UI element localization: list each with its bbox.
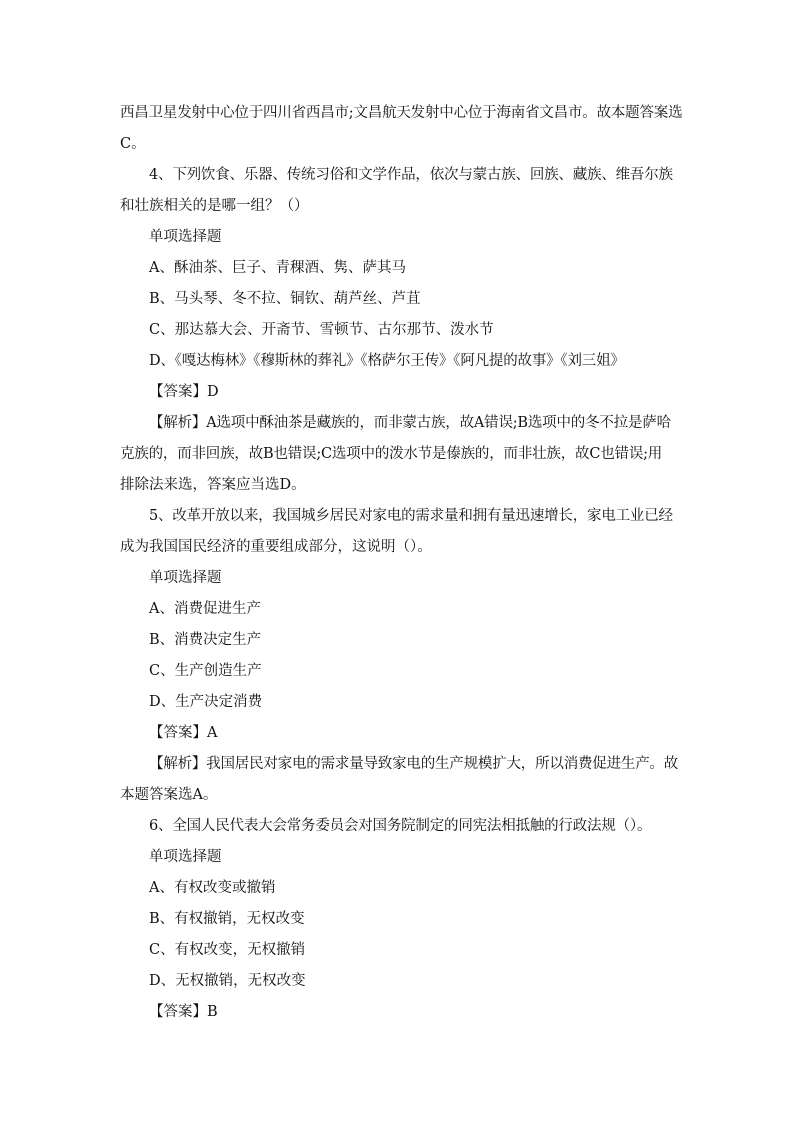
analysis: 【解析】我国居民对家电的需求量导致家电的生产规模扩大，所以消费促进生产。故 [149, 756, 679, 772]
option-c: C、那达慕大会、开斋节、雪顿节、古尔那节、泼水节 [149, 322, 494, 338]
option-b: B、马头琴、冬不拉、铜钦、葫芦丝、芦苴 [149, 291, 421, 307]
analysis: 【解析】A选项中酥油茶是藏族的，而非蒙古族，故A错误;B选项中的冬不拉是萨哈 [149, 415, 671, 431]
question-5-stem-cont: 成为我国国民经济的重要组成部分，这说明（）。 [120, 539, 432, 555]
analysis-cont: 本题答案选A。 [120, 787, 218, 803]
question-4-stem: 4、下列饮食、乐器、传统习俗和文学作品，依次与蒙古族、回族、藏族、维吾尔族 [149, 167, 673, 183]
answer: 【答案】A [149, 725, 218, 741]
question-type: 单项选择题 [149, 570, 222, 586]
option-a: A、消费促进生产 [149, 601, 261, 617]
option-b: B、有权撤销，无权改变 [149, 911, 305, 927]
option-d: D、无权撤销，无权改变 [149, 973, 306, 989]
answer: 【答案】D [149, 384, 219, 400]
option-b: B、消费决定生产 [149, 632, 262, 648]
question-6-stem: 6、全国人民代表大会常务委员会对国务院制定的同宪法相抵触的行政法规（）。 [149, 818, 652, 834]
answer: 【答案】B [149, 1004, 218, 1020]
text-line: C。 [120, 136, 146, 152]
document-body [120, 98, 683, 1028]
question-4-stem-cont: 和壮族相关的是哪一组？（） [120, 198, 309, 214]
option-a: A、酥油茶、巨子、青稞酒、隽、萨其马 [149, 260, 406, 276]
option-d: D、《嘎达梅林》《穆斯林的葬礼》《格萨尔王传》《阿凡提的故事》《刘三姐》 [149, 353, 625, 369]
option-c: C、有权改变，无权撤销 [149, 942, 306, 958]
option-a: A、有权改变或撤销 [149, 880, 276, 896]
option-c: C、生产创造生产 [149, 663, 262, 679]
analysis-cont: 排除法来选，答案应当选D。 [120, 477, 306, 493]
question-type: 单项选择题 [149, 229, 222, 245]
option-d: D、生产决定消费 [149, 694, 263, 710]
question-type: 单项选择题 [149, 849, 222, 865]
analysis-cont: 克族的，而非回族，故B也错误;C选项中的泼水节是傣族的，而非壮族，故C也错误;用 [120, 446, 663, 462]
question-5-stem: 5、改革开放以来，我国城乡居民对家电的需求量和拥有量迅速增长，家电工业已经 [149, 508, 673, 524]
text-line: 西昌卫星发射中心位于四川省西昌市;文昌航天发射中心位于海南省文昌市。故本题答案选 [120, 105, 683, 121]
